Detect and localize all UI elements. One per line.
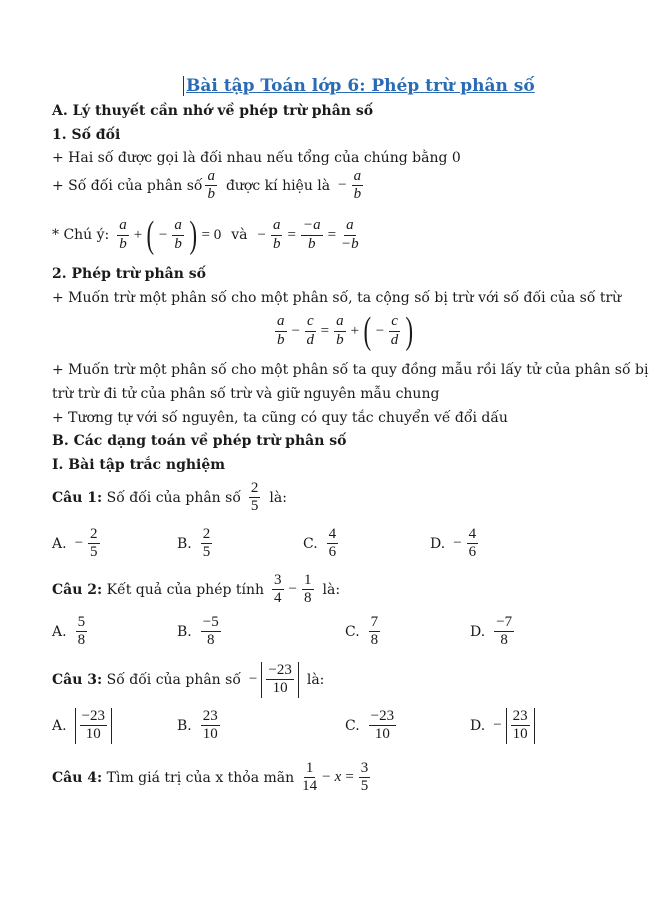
option-label: A. bbox=[52, 717, 67, 734]
fraction: $\frac{c}{d}$ bbox=[306, 313, 315, 348]
question-text: Số đối của phân số bbox=[106, 489, 241, 506]
note-line bbox=[52, 216, 362, 254]
answer-option-d[interactable] bbox=[470, 614, 517, 650]
fraction: $\frac{a}{b}$ bbox=[277, 313, 285, 348]
paragraph-opposite-notation bbox=[52, 168, 366, 204]
paragraph: + Tương tự với số nguyên, ta cũng có quy tắc chuyển vế đổi dấu bbox=[52, 410, 508, 426]
fraction: $\frac{-23}{10}$ bbox=[268, 662, 292, 697]
text: + Số đối của phân số bbox=[52, 177, 203, 194]
option-label: D. bbox=[470, 717, 486, 734]
paren: ) bbox=[189, 214, 197, 256]
question-text: Kết quả của phép tính bbox=[106, 581, 265, 598]
option-label: A. bbox=[52, 535, 67, 552]
fraction: $\frac{a}{b}$ bbox=[119, 217, 127, 252]
section-a-heading: A. Lý thuyết cần nhớ về phép trừ phân số bbox=[52, 103, 374, 119]
answer-option-b[interactable] bbox=[177, 708, 223, 744]
minus: − bbox=[322, 769, 331, 786]
answer-option-d[interactable] bbox=[470, 708, 537, 744]
fraction: $\frac{2}{5}$ bbox=[250, 480, 259, 515]
answer-option-c[interactable] bbox=[345, 708, 399, 744]
fraction: $\frac{-5}{8}$ bbox=[202, 614, 219, 649]
variable-x: x bbox=[334, 769, 342, 786]
paragraph: + Muốn trừ một phân số cho một phân số, ta cộng số bị trừ với số đối của số trừ bbox=[52, 290, 622, 306]
plus: + bbox=[133, 226, 143, 243]
fraction: $\frac{a}{b}$ bbox=[272, 217, 281, 252]
equals-zero: = 0 bbox=[201, 226, 222, 243]
option-label: C. bbox=[303, 535, 318, 552]
text: và bbox=[231, 227, 248, 243]
fraction: $\frac{-23}{10}$ bbox=[81, 708, 106, 743]
fraction: $\frac{a}{-b}$ bbox=[341, 217, 359, 252]
question-label: Câu 1: bbox=[52, 489, 103, 506]
fraction: $\frac{-7}{8}$ bbox=[496, 614, 513, 649]
fraction: $\frac{3}{5}$ bbox=[360, 760, 369, 795]
minus: − bbox=[257, 226, 266, 243]
answer-option-d[interactable] bbox=[430, 526, 481, 562]
section-b-heading: B. Các dạng toán về phép trừ phân số bbox=[52, 433, 347, 449]
question-label: Câu 3: bbox=[52, 671, 103, 688]
question-1 bbox=[52, 480, 287, 516]
equals: = bbox=[320, 322, 330, 339]
minus: − bbox=[158, 226, 168, 243]
minus: − bbox=[493, 717, 502, 734]
minus: − bbox=[248, 671, 258, 688]
option-label: C. bbox=[345, 623, 360, 640]
equals: = bbox=[287, 226, 296, 243]
text: là: bbox=[322, 581, 341, 598]
option-label: B. bbox=[177, 623, 192, 640]
option-label: D. bbox=[430, 535, 446, 552]
fraction: $\frac{23}{10}$ bbox=[512, 708, 528, 743]
subsection-2-heading: 2. Phép trừ phân số bbox=[52, 266, 206, 282]
paren: ( bbox=[146, 214, 155, 256]
paragraph: + Hai số được gọi là đối nhau nếu tổng của chúng bằng 0 bbox=[52, 150, 461, 166]
text: là: bbox=[269, 489, 287, 506]
question-3 bbox=[52, 662, 324, 698]
minus: − bbox=[288, 581, 297, 598]
answer-option-a[interactable] bbox=[52, 526, 103, 562]
answer-option-a[interactable] bbox=[52, 614, 90, 650]
document-title[interactable]: Bài tập Toán lớp 6: Phép trừ phân số bbox=[183, 76, 541, 96]
fraction: $\frac{1}{14}$ bbox=[302, 760, 318, 795]
question-text: Tìm giá trị của x thỏa mãn bbox=[106, 769, 295, 786]
fraction: $\frac{-a}{b}$ bbox=[302, 217, 321, 252]
absolute-value bbox=[261, 662, 298, 698]
text: là: bbox=[306, 671, 325, 688]
answer-option-c[interactable] bbox=[345, 614, 383, 650]
paren: ) bbox=[405, 310, 413, 352]
answer-option-c[interactable] bbox=[303, 526, 341, 562]
subsection-1-heading: 1. Số đối bbox=[52, 127, 121, 143]
minus: − bbox=[453, 535, 462, 552]
plus: + bbox=[350, 322, 360, 339]
minus: − bbox=[338, 177, 347, 194]
text: được kí hiệu là bbox=[225, 177, 331, 194]
fraction: $\frac{4}{6}$ bbox=[468, 526, 477, 561]
option-label: D. bbox=[470, 623, 486, 640]
option-label: A. bbox=[52, 623, 67, 640]
absolute-value bbox=[75, 708, 112, 744]
fraction: $\frac{23}{10}$ bbox=[202, 708, 218, 743]
answer-option-b[interactable] bbox=[177, 526, 215, 562]
answer-option-b[interactable] bbox=[177, 614, 224, 650]
fraction: $\frac{7}{8}$ bbox=[370, 614, 379, 649]
fraction: $\frac{4}{6}$ bbox=[328, 526, 337, 561]
minus: − bbox=[74, 535, 84, 552]
question-text: Số đối của phân số bbox=[106, 671, 241, 688]
subtraction-formula bbox=[272, 312, 416, 350]
fraction: $\frac{3}{4}$ bbox=[274, 572, 282, 607]
fraction: $\frac{2}{5}$ bbox=[90, 526, 98, 561]
paragraph: + Muốn trừ một phân số cho một phân số ta quy đồng mẫu rồi lấy tử của phân số bị bbox=[52, 362, 649, 378]
fraction: $\frac{a}{b}$ bbox=[353, 168, 362, 203]
fraction: $\frac{a}{b}$ bbox=[207, 168, 215, 203]
question-2 bbox=[52, 572, 340, 608]
paragraph: trừ trừ đi tử của phân số trừ và giữ nguyên mẫu chung bbox=[52, 386, 440, 402]
fraction: $\frac{c}{d}$ bbox=[390, 313, 399, 348]
fraction: $\frac{5}{8}$ bbox=[77, 614, 86, 649]
fraction: $\frac{2}{5}$ bbox=[202, 526, 211, 561]
fraction: $\frac{-23}{10}$ bbox=[370, 708, 395, 743]
section-i-heading: I. Bài tập trắc nghiệm bbox=[52, 457, 226, 473]
question-label: Câu 2: bbox=[52, 581, 103, 598]
question-label: Câu 4: bbox=[52, 769, 103, 786]
answer-option-a[interactable] bbox=[52, 708, 114, 744]
minus: − bbox=[375, 322, 385, 339]
minus: − bbox=[291, 322, 300, 339]
fraction: $\frac{a}{b}$ bbox=[174, 217, 182, 252]
fraction: $\frac{a}{b}$ bbox=[336, 313, 344, 348]
paren: ( bbox=[363, 310, 372, 352]
equals: = bbox=[345, 769, 354, 786]
option-label: B. bbox=[177, 535, 192, 552]
text: * Chú ý: bbox=[52, 227, 110, 243]
option-label: C. bbox=[345, 717, 360, 734]
option-label: B. bbox=[177, 717, 192, 734]
equals: = bbox=[327, 226, 337, 243]
fraction: $\frac{1}{8}$ bbox=[304, 572, 312, 607]
absolute-value bbox=[506, 708, 535, 744]
question-4 bbox=[52, 760, 373, 796]
